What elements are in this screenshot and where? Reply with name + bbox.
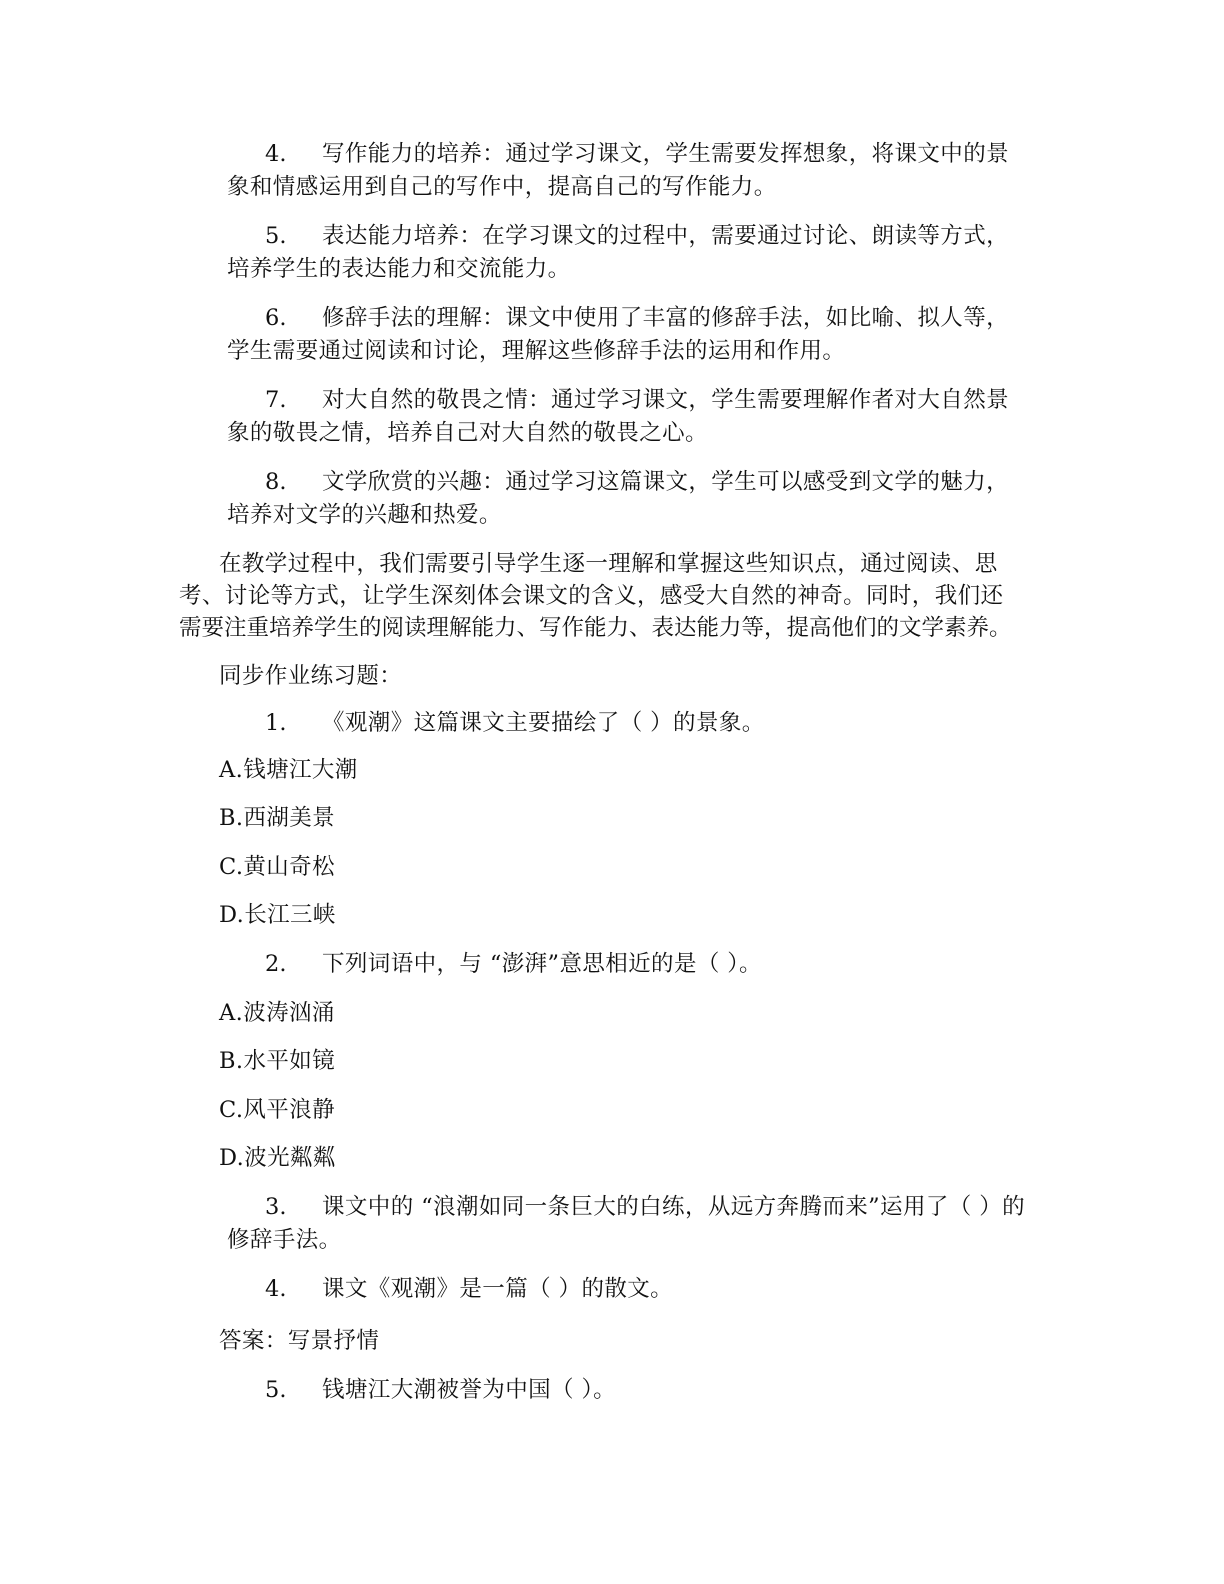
question-text-continued: 修辞手法。 [227, 1227, 342, 1253]
question-text: 《观潮》这篇课文主要描绘了（ ）的景象。 [322, 710, 765, 736]
point-text-continued: 培养学生的表达能力和交流能力。 [227, 256, 571, 282]
point-text-continued: 学生需要通过阅读和讨论，理解这些修辞手法的运用和作用。 [227, 338, 846, 364]
point-text: 对大自然的敬畏之情：通过学习课文，学生需要理解作者对大自然景 [322, 387, 1010, 413]
question-text: 课文中的 “浪潮如同一条巨大的白练，从远方奔腾而来”运用了（ ）的 [322, 1194, 1026, 1220]
point-text: 写作能力的培养：通过学习课文，学生需要发挥想象，将课文中的景 [322, 141, 1010, 167]
answer-option: D.长江三峡 [219, 902, 336, 928]
question-number: 3. [265, 1194, 287, 1220]
answer-option: B.西湖美景 [219, 805, 336, 831]
point-number: 4. [265, 141, 287, 167]
answer-option: C.风平浪静 [219, 1097, 335, 1123]
question-text: 下列词语中，与 “澎湃”意思相近的是（ ）。 [322, 951, 762, 977]
answer-option: A.钱塘江大潮 [219, 757, 358, 783]
point-text: 文学欣赏的兴趣：通过学习这篇课文，学生可以感受到文学的魅力， [322, 469, 1010, 495]
point-text-continued: 象的敬畏之情，培养自己对大自然的敬畏之心。 [227, 420, 708, 446]
question-number: 1. [265, 710, 287, 736]
summary-line: 考、讨论等方式，让学生深刻体会课文的含义，感受大自然的神奇。同时，我们还 [179, 583, 1004, 609]
answer-option: C.黄山奇松 [219, 854, 335, 880]
answer-option: A.波涛汹涌 [219, 1000, 335, 1026]
question-text: 钱塘江大潮被誉为中国（ ）。 [322, 1377, 617, 1403]
question-text: 课文《观潮》是一篇（ ）的散文。 [322, 1276, 674, 1302]
point-number: 7. [265, 387, 287, 413]
point-number: 8. [265, 469, 287, 495]
point-number: 5. [265, 223, 287, 249]
point-text-continued: 象和情感运用到自己的写作中，提高自己的写作能力。 [227, 174, 777, 200]
point-number: 6. [265, 305, 287, 331]
answer-line: 答案：写景抒情 [219, 1328, 380, 1354]
answer-option: B.水平如镜 [219, 1048, 336, 1074]
summary-line: 在教学过程中，我们需要引导学生逐一理解和掌握这些知识点，通过阅读、思 [219, 551, 998, 577]
summary-line: 需要注重培养学生的阅读理解能力、写作能力、表达能力等，提高他们的文学素养。 [179, 615, 1012, 641]
answer-option: D.波光粼粼 [219, 1145, 336, 1171]
question-number: 4. [265, 1276, 287, 1302]
question-number: 5. [265, 1377, 287, 1403]
point-text: 表达能力培养：在学习课文的过程中，需要通过讨论、朗读等方式， [322, 223, 1010, 249]
point-text: 修辞手法的理解：课文中使用了丰富的修辞手法，如比喻、拟人等， [322, 305, 1010, 331]
question-number: 2. [265, 951, 287, 977]
point-text-continued: 培养对文学的兴趣和热爱。 [227, 502, 502, 528]
exercise-heading: 同步作业练习题： [219, 663, 403, 689]
